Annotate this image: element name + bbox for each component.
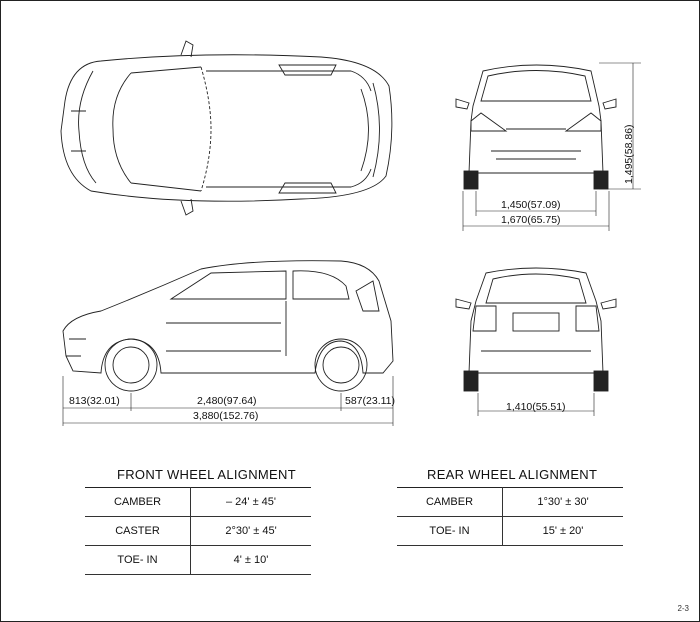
overall-width-dimension: 1,670(65.75) [501, 214, 561, 226]
height-dimension: 1,495(58.86) [623, 124, 635, 184]
row-label: CAMBER [397, 488, 503, 517]
table-row [397, 517, 623, 546]
table-row [85, 546, 311, 575]
row-label: TOE- IN [397, 517, 503, 546]
row-label: CAMBER [85, 488, 191, 517]
table-row [85, 488, 311, 517]
front-view-drawing [456, 65, 616, 189]
front-alignment-table [85, 487, 311, 575]
table-row [397, 488, 623, 517]
overall-length-dimension: 3,880(152.76) [193, 410, 259, 422]
side-view-drawing [63, 261, 393, 391]
rear-overhang-dimension: 587(23.11) [345, 395, 396, 407]
page-number: 2-3 [677, 604, 689, 613]
top-view-drawing [61, 41, 392, 215]
dimension-lines [63, 63, 641, 426]
rear-tread-dimension: 1,410(55.51) [506, 401, 566, 413]
wheelbase-dimension: 2,480(97.64) [197, 395, 257, 407]
front-tread-dimension: 1,450(57.09) [501, 199, 561, 211]
table-row [85, 517, 311, 546]
front-overhang-dimension: 813(32.01) [69, 395, 120, 407]
rear-view-drawing [456, 268, 616, 391]
front-alignment-title: FRONT WHEEL ALIGNMENT [117, 467, 296, 482]
row-label: CASTER [85, 517, 191, 546]
rear-alignment-table [397, 487, 623, 546]
row-value: – 24' ± 45' [226, 496, 276, 508]
rear-alignment-title: REAR WHEEL ALIGNMENT [427, 467, 598, 482]
row-value: 4' ± 10' [233, 554, 269, 566]
row-value: 1°30' ± 30' [537, 496, 589, 508]
row-label: TOE- IN [85, 546, 191, 575]
row-value: 15' ± 20' [542, 525, 584, 537]
row-value: 2°30' ± 45' [225, 525, 277, 537]
